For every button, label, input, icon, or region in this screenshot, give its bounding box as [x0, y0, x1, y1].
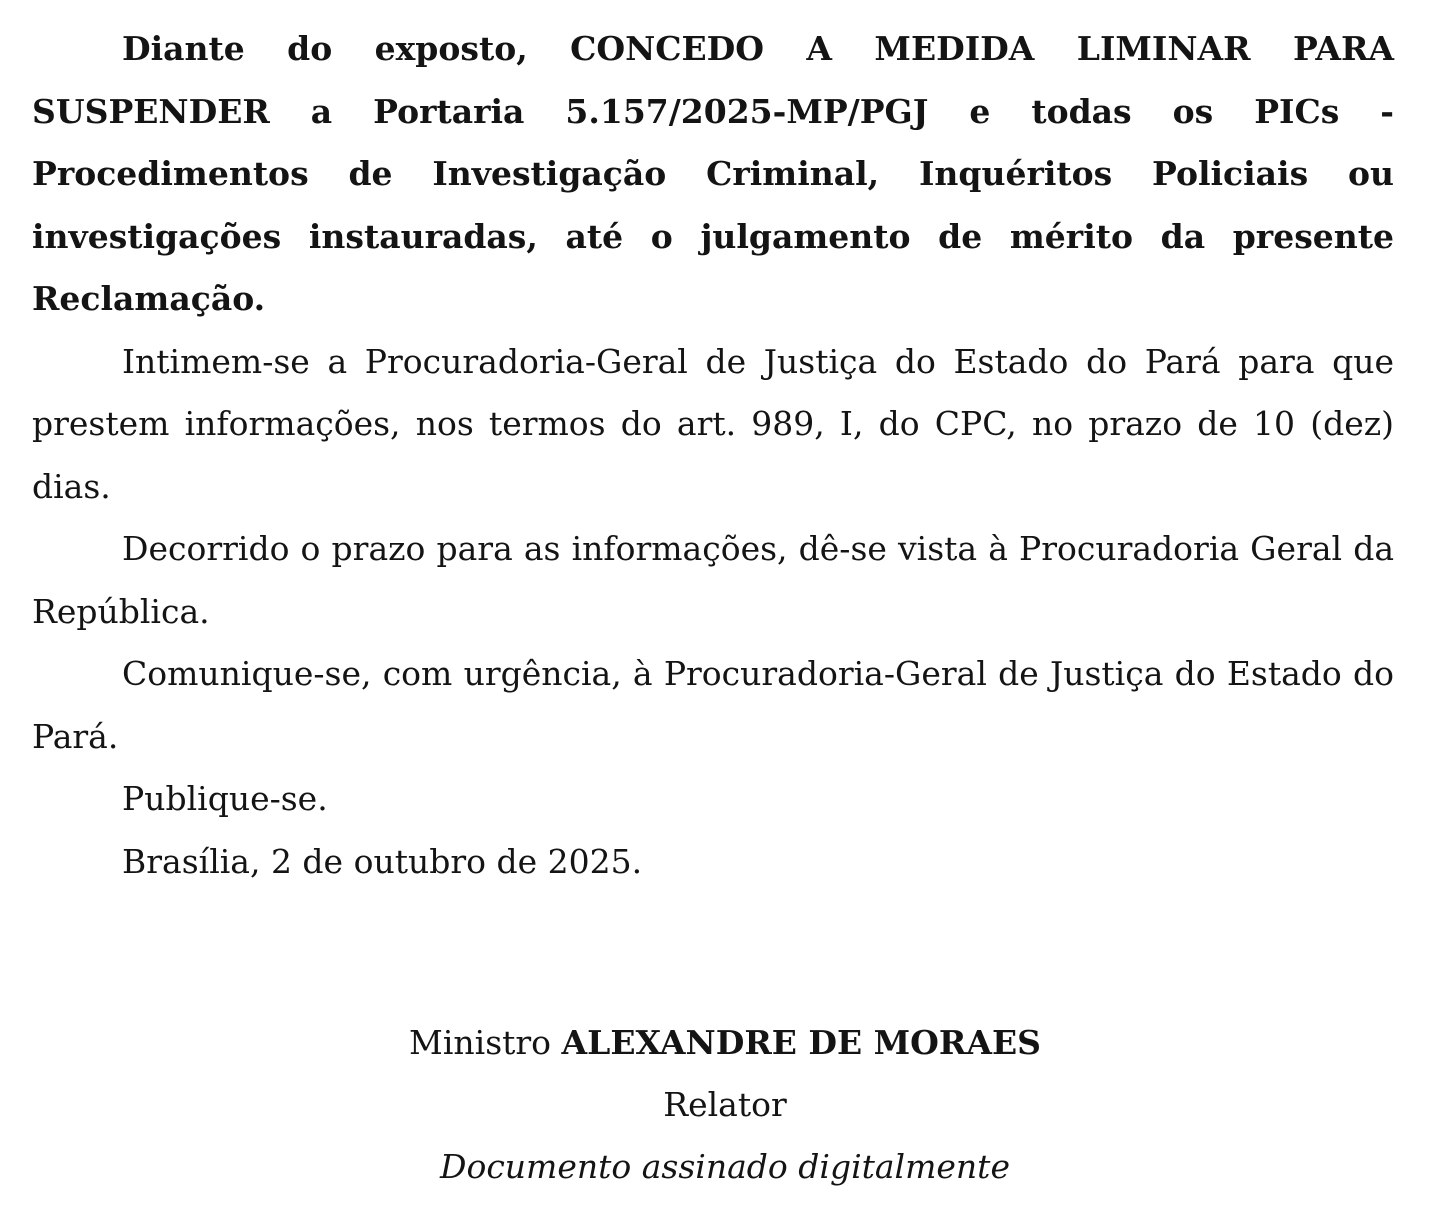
- document-body: [32, 18, 1394, 893]
- signature-title: Ministro: [409, 1023, 552, 1062]
- summons-paragraph: Intimem-se a Procuradoria-Geral de Justiça do Estado do Pará para que prestem informações, nos termos do art. 989, I, do CPC, no prazo de 10 (dez) dias.: [32, 341, 1394, 506]
- signature-name: ALEXANDRE DE MORAES: [561, 1023, 1041, 1062]
- decision-paragraph: Diante do exposto, CONCEDO A MEDIDA LIMINAR PARA SUSPENDER a Portaria 5.157/2025-MP/PGJ e todas os PICs - Procedimentos de Investigação Criminal, Inquéritos Policiais ou investigações instauradas, até o julgamento de mérito da presente Reclamação.: [32, 29, 1394, 318]
- publication-paragraph: Publique-se.: [122, 779, 328, 818]
- digital-signature-note: Documento assinado digitalmente: [440, 1147, 1010, 1186]
- signature-name-line: [0, 1012, 1450, 1074]
- signature-role: Relator: [663, 1085, 787, 1124]
- referral-paragraph: Decorrido o prazo para as informações, dê-se vista à Procuradoria Geral da República.: [32, 529, 1394, 631]
- communication-paragraph: Comunique-se, com urgência, à Procuradoria-Geral de Justiça do Estado do Pará.: [32, 654, 1394, 756]
- signature-block: [0, 1012, 1450, 1198]
- date-place-paragraph: Brasília, 2 de outubro de 2025.: [122, 841, 643, 881]
